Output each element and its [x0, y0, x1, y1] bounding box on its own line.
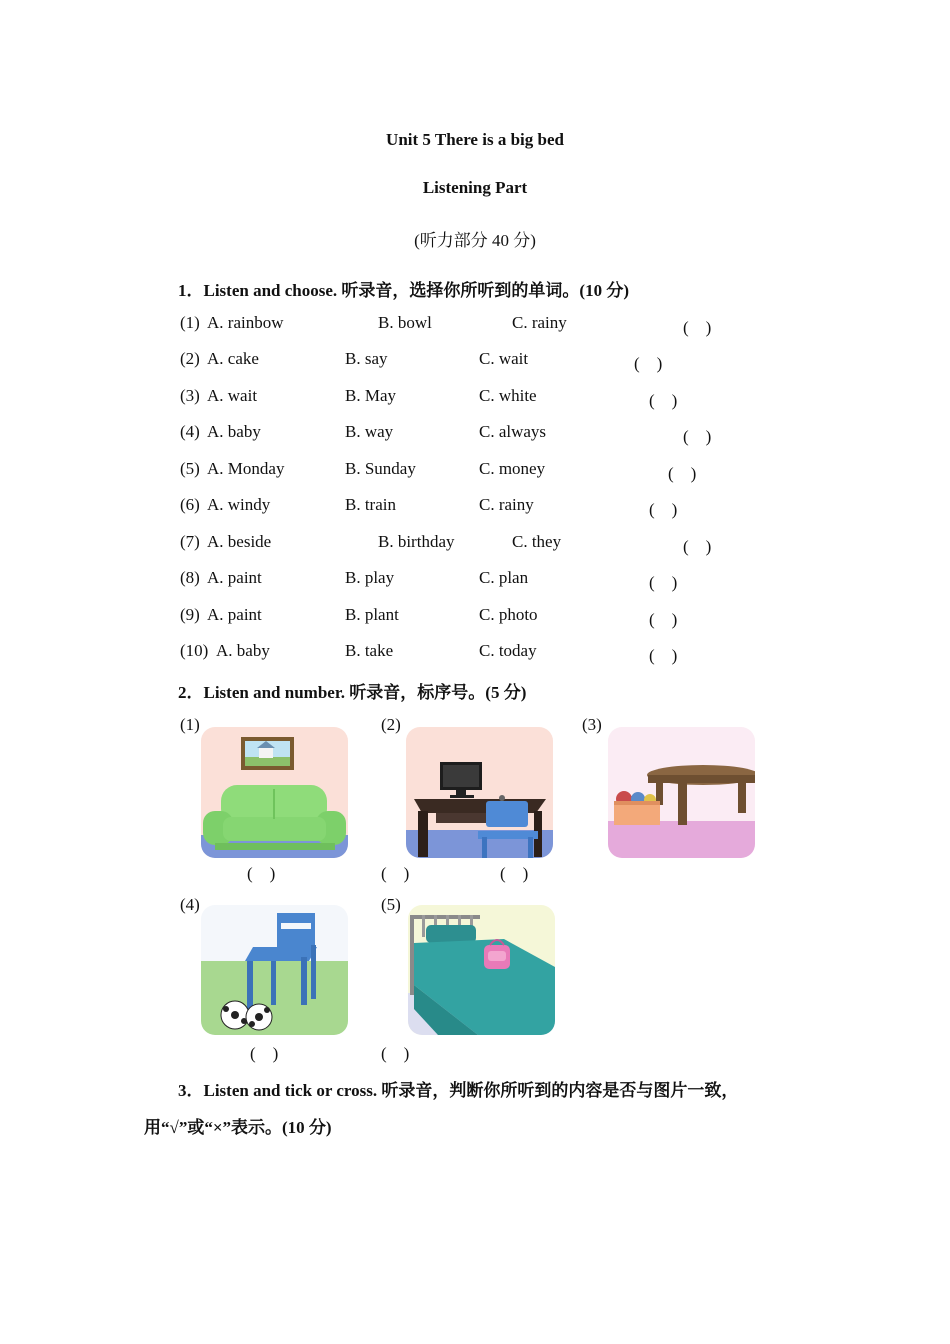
option-a: A. baby: [216, 641, 270, 660]
picture-label: (1): [180, 715, 200, 734]
option-b: B. take: [345, 641, 394, 660]
option-a: A. wait: [207, 386, 258, 405]
option-b: B. play: [345, 568, 395, 587]
option-b: B. May: [345, 386, 396, 405]
option-c: C. photo: [479, 605, 538, 624]
option-b: B. birthday: [378, 532, 455, 551]
option-c: C. rainy: [479, 495, 534, 514]
answer-blank[interactable]: ( ): [683, 427, 712, 446]
page-title: Unit 5 There is a big bed: [386, 130, 564, 149]
answer-blank[interactable]: ( ): [649, 646, 678, 665]
option-a: A. rainbow: [207, 313, 284, 332]
option-c: C. money: [479, 459, 546, 478]
option-b: B. train: [345, 495, 396, 514]
question-number: (9): [180, 605, 200, 624]
answer-blank[interactable]: ( ): [250, 1044, 279, 1063]
option-a: A. Monday: [207, 459, 285, 478]
option-b: B. bowl: [378, 313, 432, 332]
option-b: B. say: [345, 349, 388, 368]
option-b: B. Sunday: [345, 459, 416, 478]
option-c: C. plan: [479, 568, 529, 587]
option-c: C. rainy: [512, 313, 567, 332]
picture-label: (3): [582, 715, 602, 734]
option-a: A. paint: [207, 568, 262, 587]
answer-blank[interactable]: ( ): [634, 354, 663, 373]
answer-blank[interactable]: ( ): [649, 391, 678, 410]
question-number: (2): [180, 349, 200, 368]
picture-label: (5): [381, 895, 401, 914]
question-number: (8): [180, 568, 200, 587]
option-c: C. always: [479, 422, 547, 441]
desk-picture: [406, 727, 553, 858]
sofa-picture: [201, 727, 348, 858]
option-c: C. white: [479, 386, 537, 405]
picture-label: (4): [180, 895, 200, 914]
option-a: A. cake: [207, 349, 259, 368]
chair-picture: [201, 905, 348, 1035]
option-a: A. windy: [207, 495, 271, 514]
answer-blank[interactable]: ( ): [683, 318, 712, 337]
option-a: A. beside: [207, 532, 272, 551]
option-b: B. plant: [345, 605, 399, 624]
option-a: A. baby: [207, 422, 261, 441]
option-b: B. way: [345, 422, 394, 441]
option-c: C. they: [512, 532, 562, 551]
answer-blank[interactable]: ( ): [649, 500, 678, 519]
answer-blank[interactable]: ( ): [381, 864, 410, 883]
question-number: (5): [180, 459, 200, 478]
section3-heading-line1: 3．Listen and tick or cross. 听录音，判断你所听到的内容是否与图片一致，: [178, 1081, 739, 1100]
question-number: (3): [180, 386, 200, 405]
answer-blank[interactable]: ( ): [247, 864, 276, 883]
table-picture: [608, 727, 755, 858]
section2-heading: 2．Listen and number. 听录音，标序号。(5 分): [178, 683, 527, 702]
question-number: (10): [180, 641, 209, 660]
answer-blank[interactable]: ( ): [683, 537, 712, 556]
answer-blank[interactable]: ( ): [649, 573, 678, 592]
option-a: A. paint: [207, 605, 262, 624]
option-c: C. today: [479, 641, 537, 660]
part-title: Listening Part: [422, 178, 528, 197]
question-number: (7): [180, 532, 200, 551]
answer-blank[interactable]: ( ): [500, 864, 529, 883]
answer-blank[interactable]: ( ): [668, 464, 697, 483]
section1-heading: 1．Listen and choose. 听录音，选择你所听到的单词。(10 分): [178, 281, 629, 300]
section3-heading-line2: 用“√”或“×”表示。(10 分): [144, 1118, 332, 1137]
picture-label: (2): [381, 715, 401, 734]
score-note: (听力部分 40 分): [414, 231, 536, 250]
answer-blank[interactable]: ( ): [381, 1044, 410, 1063]
option-c: C. wait: [479, 349, 529, 368]
question-number: (1): [180, 313, 200, 332]
question-number: (4): [180, 422, 200, 441]
answer-blank[interactable]: ( ): [649, 610, 678, 629]
bed-picture: [408, 905, 555, 1035]
question-number: (6): [180, 495, 200, 514]
